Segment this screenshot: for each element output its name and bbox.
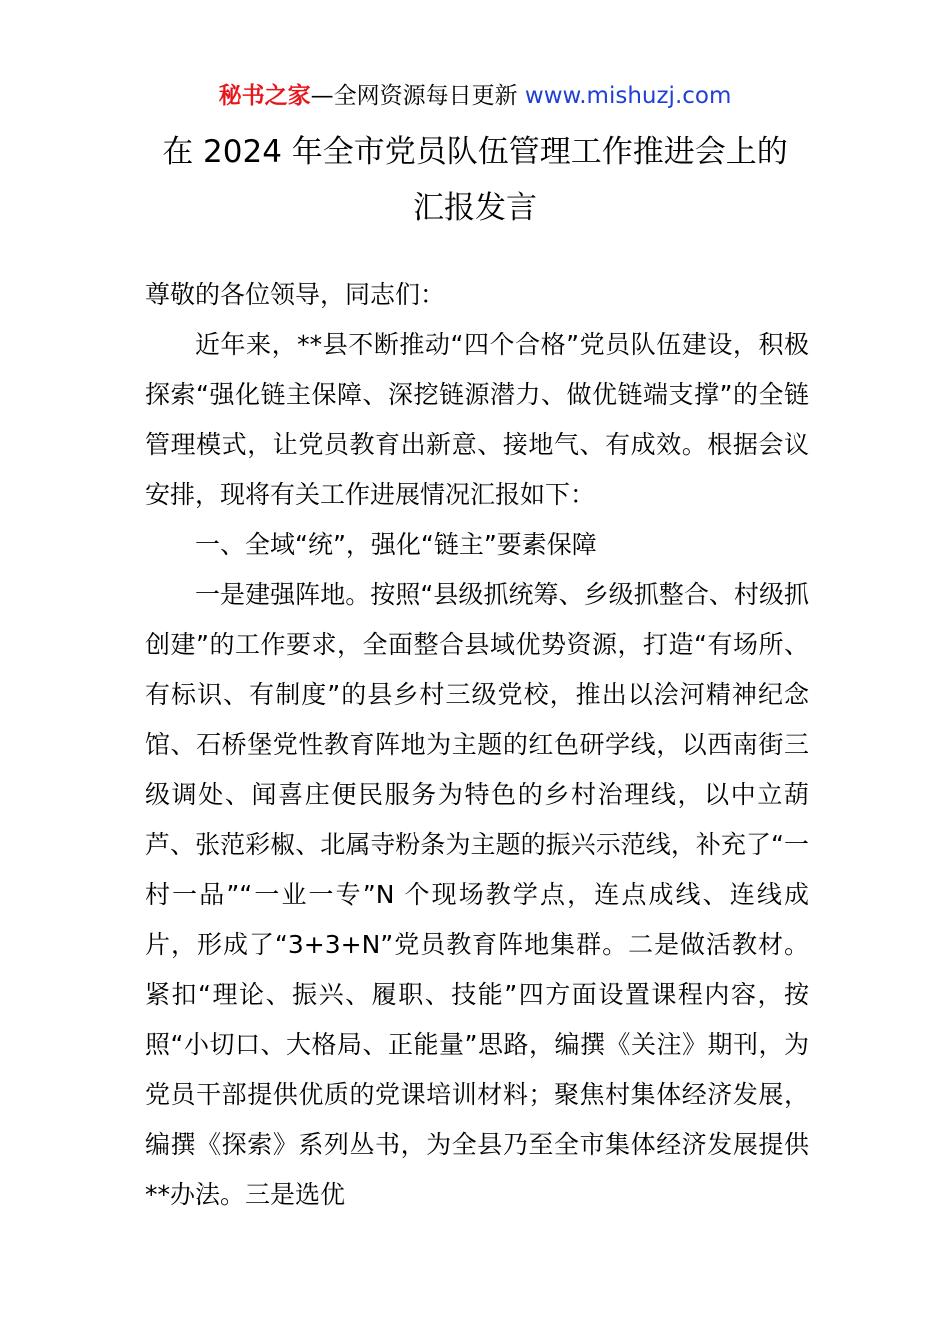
site-banner (0, 80, 950, 112)
salutation: 尊敬的各位领导，同志们： (145, 280, 446, 309)
site-tagline: 全网资源每日更新 (333, 83, 518, 109)
document-title (0, 124, 950, 236)
document-body (145, 270, 809, 1220)
section-heading-1: 一、全域“统”，强化“链主”要素保障 (195, 530, 597, 559)
site-brand: 秘书之家 (218, 83, 311, 109)
title-line-2: 汇报发言 (413, 190, 537, 226)
banner-dash: — (310, 83, 334, 109)
site-url-link[interactable]: www.mishuzj.com (524, 83, 732, 109)
paragraph-section-1: 一是建强阵地。按照“县级抓统筹、乡级抓整合、村级抓创建”的工作要求，全面整合县域优势资源，打造“有场所、有标识、有制度”的县乡村三级党校，推出以浍河精神纪念馆、石桥堡党性教育阵地为主题的红色研学线，以西南街三级调处、闻喜庄便民服务为特色的乡村治理线，以中立葫芦、张范彩椒、北属寺粉条为主题的振兴示范线，补充了“一村一品”“一业一专”N 个现场教学点，连点成线、连线成片，形成了“3+3+N”党员教育阵地集群。二是做活教材。紧扣“理论、振兴、履职、技能”四方面设置课程内容，按照“小切口、大格局、正能量”思路，编撰《关注》期刊，为党员干部提供优质的党课培训材料；聚焦村集体经济发展，编撰《探索》系列丛书，为全县乃至全市集体经济发展提供**办法。三是选优 (145, 580, 809, 1209)
title-line-1: 在 2024 年全市党员队伍管理工作推进会上的 (162, 134, 788, 170)
paragraph-intro: 近年来，**县不断推动“四个合格”党员队伍建设，积极探索“强化链主保障、深挖链源潜力、做优链端支撑”的全链管理模式，让党员教育出新意、接地气、有成效。根据会议安排，现将有关工作进展情况汇报如下： (145, 330, 809, 509)
